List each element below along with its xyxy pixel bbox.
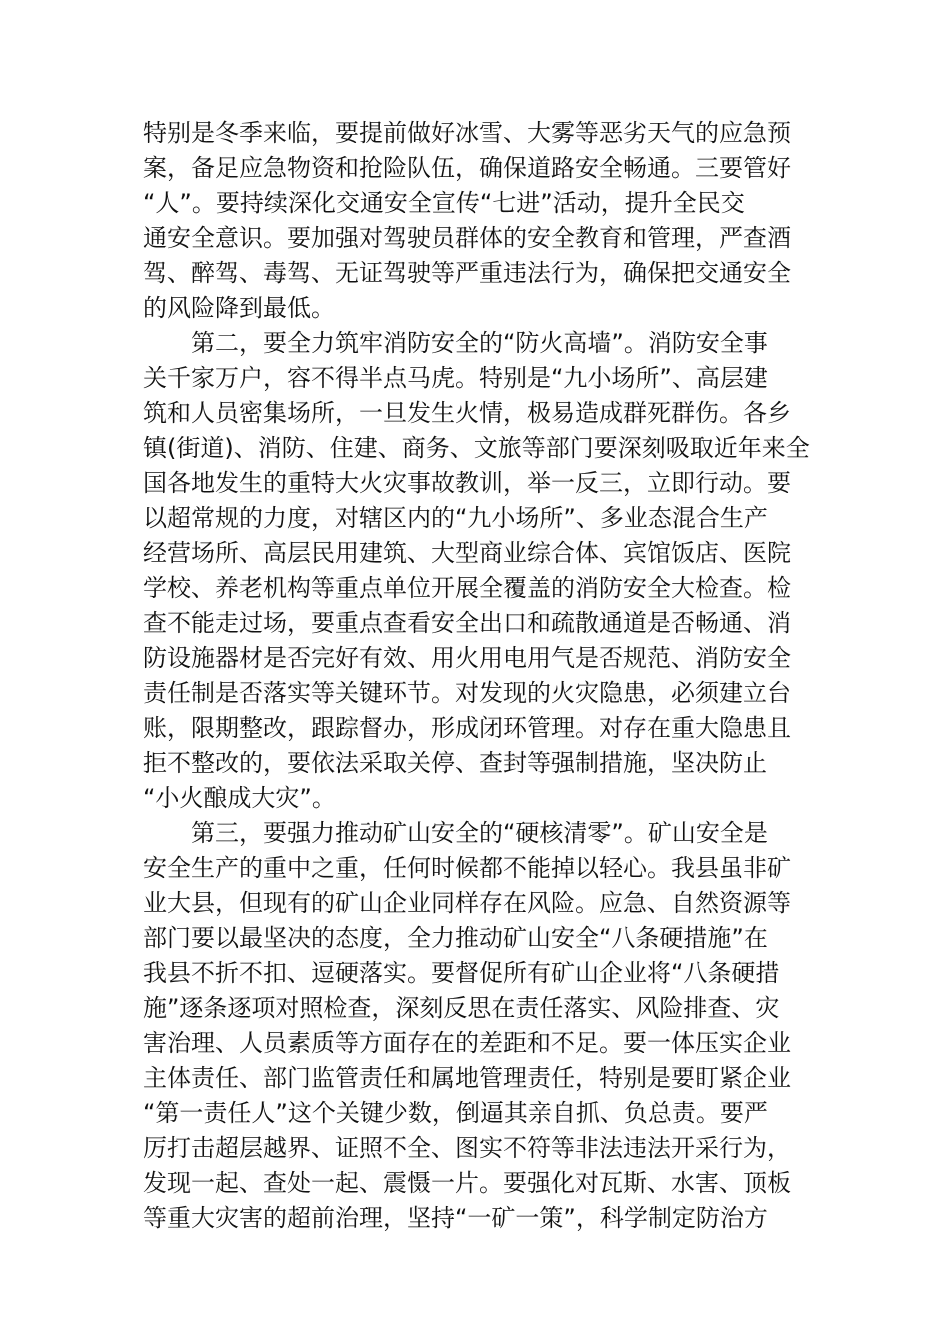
text-line: “人”。要持续深化交通安全宣传“七进”活动，提升全民交	[143, 189, 745, 217]
text-line: 筑和人员密集场所，一旦发生火情，极易造成群死群伤。各乡	[143, 399, 791, 427]
text-line: 第三，要强力推动矿山安全的“硬核清零”。矿山安全是	[143, 819, 768, 847]
text-line: 学校、养老机构等重点单位开展全覆盖的消防安全大检查。检	[143, 574, 791, 602]
text-line: 特别是冬季来临，要提前做好冰雪、大雾等恶劣天气的应急预	[143, 119, 791, 147]
text-line: 业大县，但现有的矿山企业同样存在风险。应急、自然资源等	[143, 889, 791, 917]
text-line: 案，备足应急物资和抢险队伍，确保道路安全畅通。三要管好	[143, 154, 791, 182]
text-line: 安全生产的重中之重，任何时候都不能掉以轻心。我县虽非矿	[143, 854, 791, 882]
text-line: 的风险降到最低。	[143, 294, 335, 322]
text-line: 国各地发生的重特大火灾事故教训，举一反三，立即行动。要	[143, 469, 791, 497]
text-line: 拒不整改的，要依法采取关停、查封等强制措施，坚决防止	[143, 749, 767, 777]
text-line: 通安全意识。要加强对驾驶员群体的安全教育和管理，严查酒	[143, 224, 791, 252]
text-line: 部门要以最坚决的态度，全力推动矿山安全“八条硬措施”在	[143, 924, 768, 952]
text-line: 镇(街道)、消防、住建、商务、文旅等部门要深刻吸取近年来全	[143, 434, 810, 462]
text-line: 厉打击超层越界、证照不全、图实不符等非法违法开采行为，	[143, 1134, 791, 1162]
text-line: 主体责任、部门监管责任和属地管理责任，特别是要盯紧企业	[143, 1064, 791, 1092]
text-line: 责任制是否落实等关键环节。对发现的火灾隐患，必须建立台	[143, 679, 791, 707]
text-line: 关千家万户，容不得半点马虎。特别是“九小场所”、高层建	[143, 364, 768, 392]
text-line: 我县不折不扣、逗硬落实。要督促所有矿山企业将“八条硬措	[143, 959, 780, 987]
text-line: 账，限期整改，跟踪督办，形成闭环管理。对存在重大隐患且	[143, 714, 791, 742]
text-line: 施”逐条逐项对照检查，深刻反思在责任落实、风险排查、灾	[143, 994, 780, 1022]
text-line: “第一责任人”这个关键少数，倒逼其亲自抓、负总责。要严	[143, 1099, 768, 1127]
document-body	[143, 116, 811, 1236]
text-line: 害治理、人员素质等方面存在的差距和不足。要一体压实企业	[143, 1029, 791, 1057]
text-line: 第二，要全力筑牢消防安全的“防火高墙”。消防安全事	[143, 329, 768, 357]
text-line: 发现一起、查处一起、震慑一片。要强化对瓦斯、水害、顶板	[143, 1169, 791, 1197]
text-line: 查不能走过场，要重点查看安全出口和疏散通道是否畅通、消	[143, 609, 791, 637]
text-line: 驾、醉驾、毒驾、无证驾驶等严重违法行为，确保把交通安全	[143, 259, 791, 287]
text-line: 防设施器材是否完好有效、用火用电用气是否规范、消防安全	[143, 644, 791, 672]
text-line: 经营场所、高层民用建筑、大型商业综合体、宾馆饭店、医院	[143, 539, 791, 567]
text-line: 以超常规的力度，对辖区内的“九小场所”、多业态混合生产	[143, 504, 768, 532]
text-line: 等重大灾害的超前治理，坚持“一矿一策”，科学制定防治方	[143, 1204, 768, 1232]
text-line: “小火酿成大灾”。	[143, 784, 336, 812]
